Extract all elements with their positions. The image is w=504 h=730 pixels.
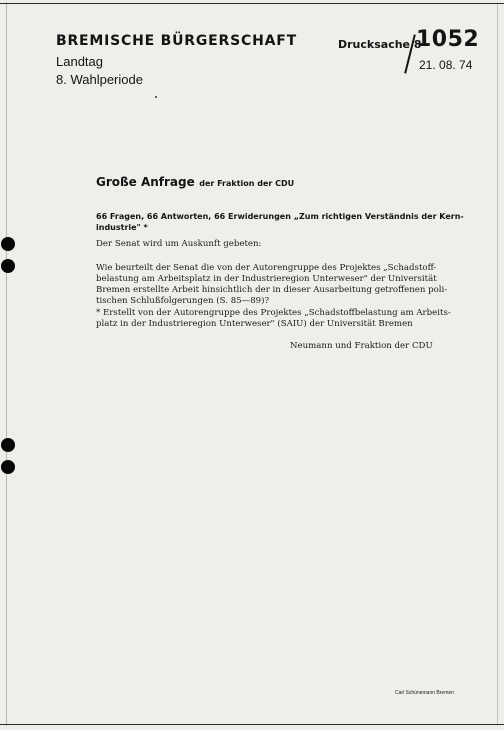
question-line: belastung am Arbeitsplatz in der Industrieregion Unterweser" der Universität bbox=[96, 274, 437, 284]
scan-speck bbox=[155, 96, 157, 98]
request-title-main: Große Anfrage bbox=[96, 175, 195, 189]
organization-title: BREMISCHE BÜRGERSCHAFT bbox=[56, 33, 297, 49]
bottom-scan-edge bbox=[0, 724, 504, 725]
chamber-label: Landtag bbox=[56, 54, 103, 69]
punch-hole bbox=[1, 438, 15, 452]
subject-line: industrie" * bbox=[96, 223, 148, 232]
question-line: tischen Schlußfolgerungen (S. 85—89)? bbox=[96, 296, 270, 306]
request-subject bbox=[96, 211, 464, 233]
intro-text: Der Senat wird um Auskunft gebeten: bbox=[96, 239, 262, 249]
document-label: Drucksache 8 bbox=[338, 38, 422, 51]
page-frame bbox=[6, 2, 498, 726]
document-date: 21. 08. 74 bbox=[419, 58, 473, 72]
top-scan-edge bbox=[0, 3, 504, 4]
request-title-by: der Fraktion der CDU bbox=[199, 179, 295, 188]
footnote-paragraph bbox=[96, 308, 451, 330]
request-title bbox=[96, 173, 294, 191]
document-number: 1052 bbox=[416, 27, 480, 52]
footnote-line: * Erstellt von der Autorengruppe des Projektes „Schadstoffbelastung am Arbeits- bbox=[96, 308, 451, 318]
punch-hole bbox=[1, 259, 15, 273]
question-line: Bremen erstellte Arbeit hinsichtlich der in dieser Ausarbeitung getroffenen poli- bbox=[96, 285, 448, 295]
printer-credit: Carl Schünemann Bremen bbox=[395, 690, 454, 696]
punch-hole bbox=[1, 460, 15, 474]
question-line: Wie beurteilt der Senat die von der Autorengruppe des Projektes „Schadstoff- bbox=[96, 263, 437, 273]
signature: Neumann und Fraktion der CDU bbox=[290, 341, 433, 351]
subject-line: 66 Fragen, 66 Antworten, 66 Erwiderungen „Zum richtigen Verständnis der Kern- bbox=[96, 212, 464, 221]
footnote-line: platz in der Industrieregion Unterweser" (SAIU) der Universität Bremen bbox=[96, 319, 413, 329]
punch-hole bbox=[1, 237, 15, 251]
question-paragraph bbox=[96, 263, 447, 307]
period-label: 8. Wahlperiode bbox=[56, 72, 143, 87]
